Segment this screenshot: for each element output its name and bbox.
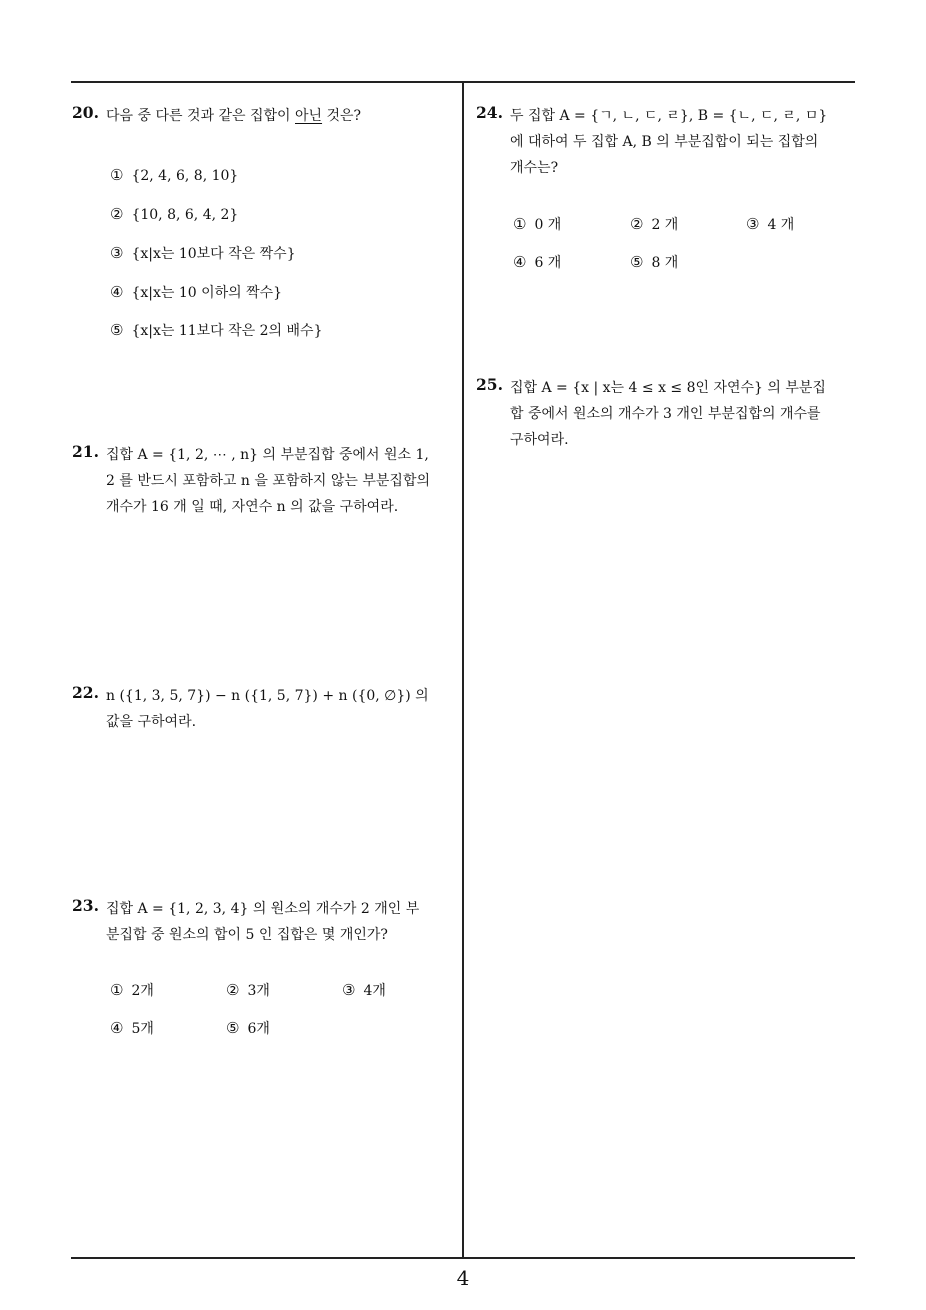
- problem-number: 21.: [72, 442, 99, 461]
- choice-mark: ①: [513, 215, 527, 233]
- page-number: 4: [456, 1266, 470, 1290]
- choice-mark: ⑤: [630, 253, 644, 271]
- choice-5[interactable]: [110, 320, 323, 340]
- problem-text: 집합 A = {x | x는 4 ≤ x ≤ 8인 자연수} 의 부분집합 중에서 원소의 개수가 3 개인 부분집합의 개수를 구하여라.: [510, 380, 826, 448]
- choice-text: 6 개: [534, 255, 562, 271]
- choice-text: 2 개: [651, 217, 679, 233]
- choice-mark: ④: [110, 1019, 124, 1037]
- problem-text-part: 것은?: [322, 108, 362, 124]
- choice-mark: ①: [110, 981, 124, 999]
- underlined-word: 아닌: [295, 108, 323, 124]
- choice-text: {x|x는 10 이하의 짝수}: [131, 285, 283, 301]
- choice-2[interactable]: [110, 205, 238, 223]
- choice-mark: ④: [513, 253, 527, 271]
- problem-number: 22.: [72, 683, 99, 702]
- choice-3[interactable]: [110, 243, 296, 263]
- choice-4[interactable]: [110, 1018, 154, 1038]
- problem-text: 집합 A = {1, 2, ⋯ , n} 의 부분집합 중에서 원소 1, 2 를 반드시 포함하고 n 을 포함하지 않는 부분집합의 개수가 16 개 일 때, 자연수 n 의 값을 구하여라.: [106, 447, 431, 515]
- choice-4[interactable]: [513, 252, 561, 272]
- bottom-rule: [71, 1257, 855, 1259]
- choice-1[interactable]: [110, 980, 154, 1000]
- problem-number: 20.: [72, 103, 99, 122]
- choice-text: {10, 8, 6, 4, 2}: [131, 207, 239, 223]
- choice-mark: ④: [110, 283, 124, 301]
- problem-number: 23.: [72, 896, 99, 915]
- choice-text: 2개: [131, 983, 154, 999]
- choice-2[interactable]: [226, 980, 270, 1000]
- choice-2[interactable]: [630, 214, 678, 234]
- choice-mark: ⑤: [226, 1019, 240, 1037]
- problem-text: [106, 103, 432, 129]
- choice-mark: ③: [342, 981, 356, 999]
- problem-text-part: 다음 중 다른 것과 같은 집합이: [106, 108, 295, 124]
- problem-text: 두 집합 A = {ㄱ, ㄴ, ㄷ, ㄹ}, B = {ㄴ, ㄷ, ㄹ, ㅁ} 에 대하여 두 집합 A, B 의 부분집합이 되는 집합의 개수는?: [510, 108, 828, 176]
- choice-mark: ②: [226, 981, 240, 999]
- problem-number: 24.: [476, 103, 503, 122]
- choice-mark: ②: [630, 215, 644, 233]
- choice-mark: ②: [110, 205, 124, 223]
- choice-text: 8 개: [651, 255, 679, 271]
- problem-text: 집합 A = {1, 2, 3, 4} 의 원소의 개수가 2 개인 부분집합 중 원소의 합이 5 인 집합은 몇 개인가?: [106, 901, 420, 943]
- choice-text: {x|x는 10보다 작은 짝수}: [131, 246, 296, 262]
- choice-text: 4 개: [767, 217, 795, 233]
- choice-3[interactable]: [342, 980, 386, 1000]
- choice-text: {x|x는 11보다 작은 2의 배수}: [131, 323, 323, 339]
- choice-5[interactable]: [226, 1018, 270, 1038]
- choice-mark: ①: [110, 166, 124, 184]
- choice-mark: ⑤: [110, 321, 124, 339]
- problem-text: n ({1, 3, 5, 7}) − n ({1, 5, 7}) + n ({0, ∅}) 의 값을 구하여라.: [106, 688, 429, 730]
- choice-mark: ③: [746, 215, 760, 233]
- choice-text: 5개: [131, 1021, 154, 1037]
- choice-1[interactable]: [513, 214, 561, 234]
- choice-text: 4개: [363, 983, 386, 999]
- choice-text: 0 개: [534, 217, 562, 233]
- choice-text: {2, 4, 6, 8, 10}: [131, 168, 239, 184]
- choice-mark: ③: [110, 244, 124, 262]
- choice-4[interactable]: [110, 282, 282, 302]
- column-divider: [462, 82, 464, 1258]
- choice-3[interactable]: [746, 214, 794, 234]
- choice-5[interactable]: [630, 252, 678, 272]
- choice-text: 6개: [247, 1021, 270, 1037]
- choice-1[interactable]: [110, 166, 238, 184]
- choice-text: 3개: [247, 983, 270, 999]
- problem-number: 25.: [476, 375, 503, 394]
